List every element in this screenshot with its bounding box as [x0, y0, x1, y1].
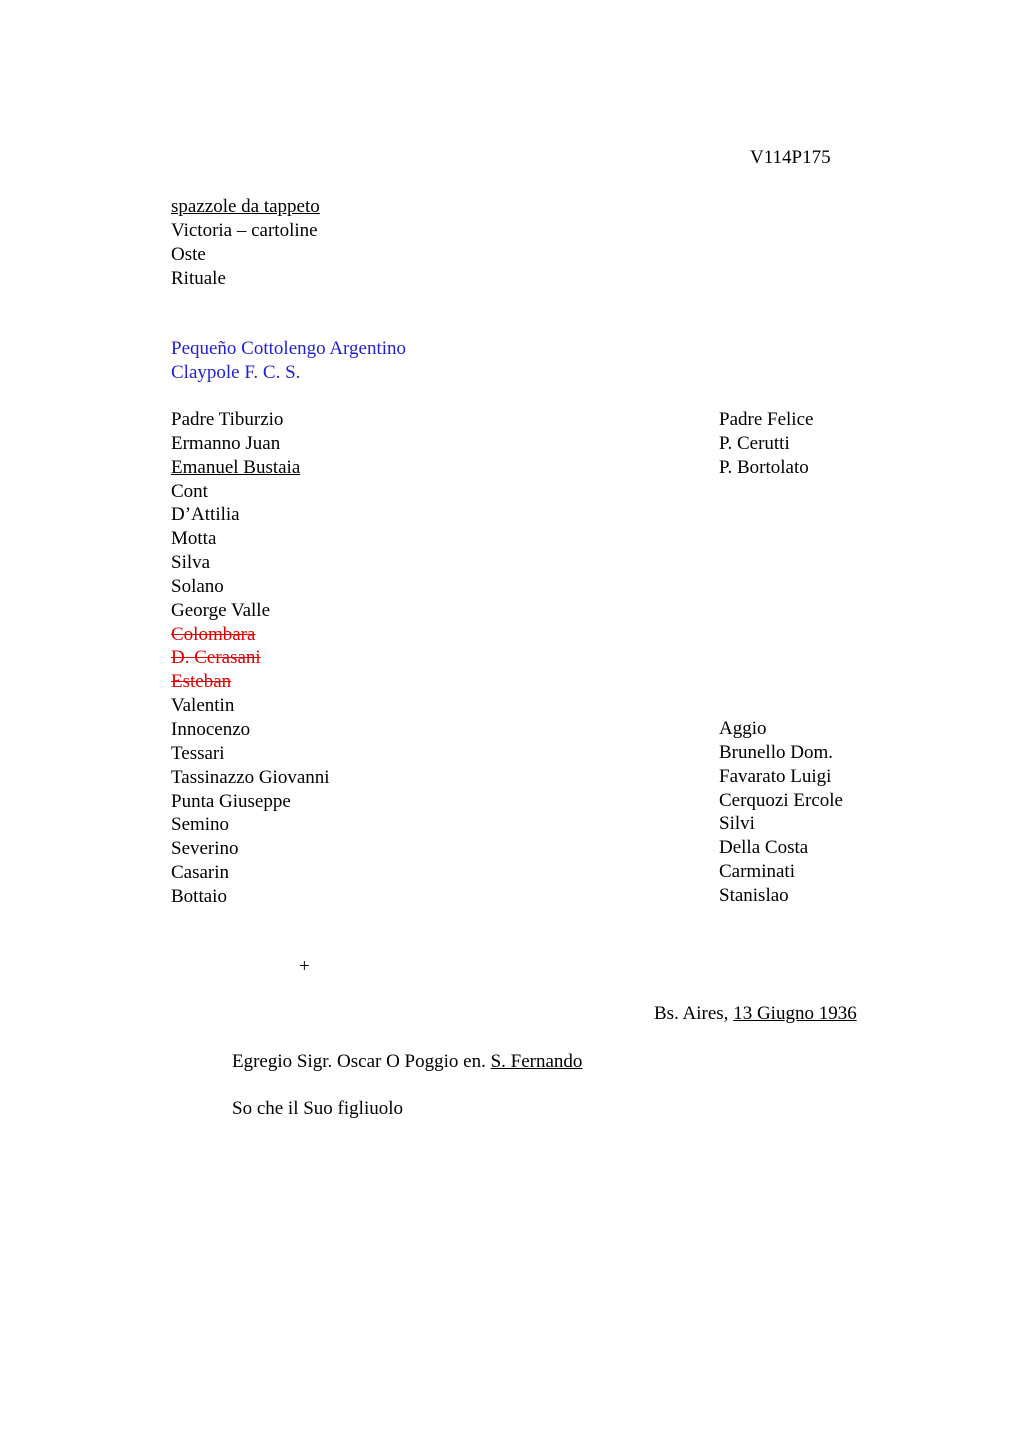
name-item: Tassinazzo Giovanni	[171, 766, 330, 788]
name-item: P. Bortolato	[719, 456, 809, 478]
name-item: Padre Tiburzio	[171, 409, 284, 430]
note-line: Rituale	[171, 267, 226, 289]
name-item: Della Costa	[719, 837, 809, 859]
name-item: P. Cerutti	[719, 432, 790, 454]
name-item: Casarin	[171, 862, 230, 884]
name-item-struck: D. Cerasani	[171, 647, 261, 669]
name-item: Bottaio	[171, 885, 227, 907]
letter-place: Bs. Aires,	[654, 1003, 729, 1024]
address-line-1: Pequeño Cottolengo Argentino	[171, 338, 407, 359]
name-item: Ermanno Juan	[171, 432, 281, 454]
name-item-struck: Colombara	[171, 623, 256, 645]
name-item: Brunello Dom.	[719, 741, 833, 763]
name-item-struck: Esteban	[171, 671, 232, 693]
name-item: Punta Giuseppe	[171, 790, 291, 812]
name-item: Cerquozi Ercole	[719, 789, 843, 811]
name-item: Innocenzo	[171, 718, 251, 740]
name-item: Aggio	[719, 718, 767, 739]
name-item: Tessari	[171, 742, 225, 764]
left-names-list	[171, 408, 330, 909]
note-line: Oste	[171, 243, 206, 265]
name-item: George Valle	[171, 599, 271, 621]
note-line: spazzole da tappeto	[171, 196, 320, 217]
name-item: Emanuel Bustaia	[171, 456, 301, 478]
name-item: Favarato Luigi	[719, 765, 832, 787]
name-item: Solano	[171, 575, 224, 597]
letter-date: 13 Giugno 1936	[733, 1003, 857, 1024]
address-line-2: Claypole F. C. S.	[171, 361, 301, 383]
name-item: Cont	[171, 480, 208, 502]
name-item: Motta	[171, 528, 217, 550]
salutation-prefix: Egregio Sigr. Oscar O Poggio en.	[232, 1051, 486, 1072]
cross-mark: +	[299, 956, 310, 977]
name-item: Carminati	[719, 861, 795, 883]
right-names-bottom	[719, 717, 843, 908]
name-item: Padre Felice	[719, 409, 814, 430]
page-ref: V114P175	[750, 147, 831, 168]
name-item: Severino	[171, 838, 239, 860]
salutation-place: S. Fernando	[490, 1051, 583, 1072]
letter-body: So che il Suo figliuolo	[232, 1098, 403, 1119]
letter-date-line	[654, 1002, 857, 1026]
name-item: Silvi	[719, 813, 755, 835]
name-item: Valentin	[171, 695, 235, 717]
address-block	[171, 337, 406, 385]
notes-block	[171, 195, 320, 290]
name-item: D’Attilia	[171, 504, 240, 526]
right-names-top	[719, 408, 813, 480]
name-item: Stanislao	[719, 884, 789, 906]
letter-salutation	[232, 1050, 582, 1074]
name-item: Semino	[171, 814, 230, 836]
name-item: Silva	[171, 552, 211, 574]
note-line: Victoria – cartoline	[171, 219, 318, 241]
